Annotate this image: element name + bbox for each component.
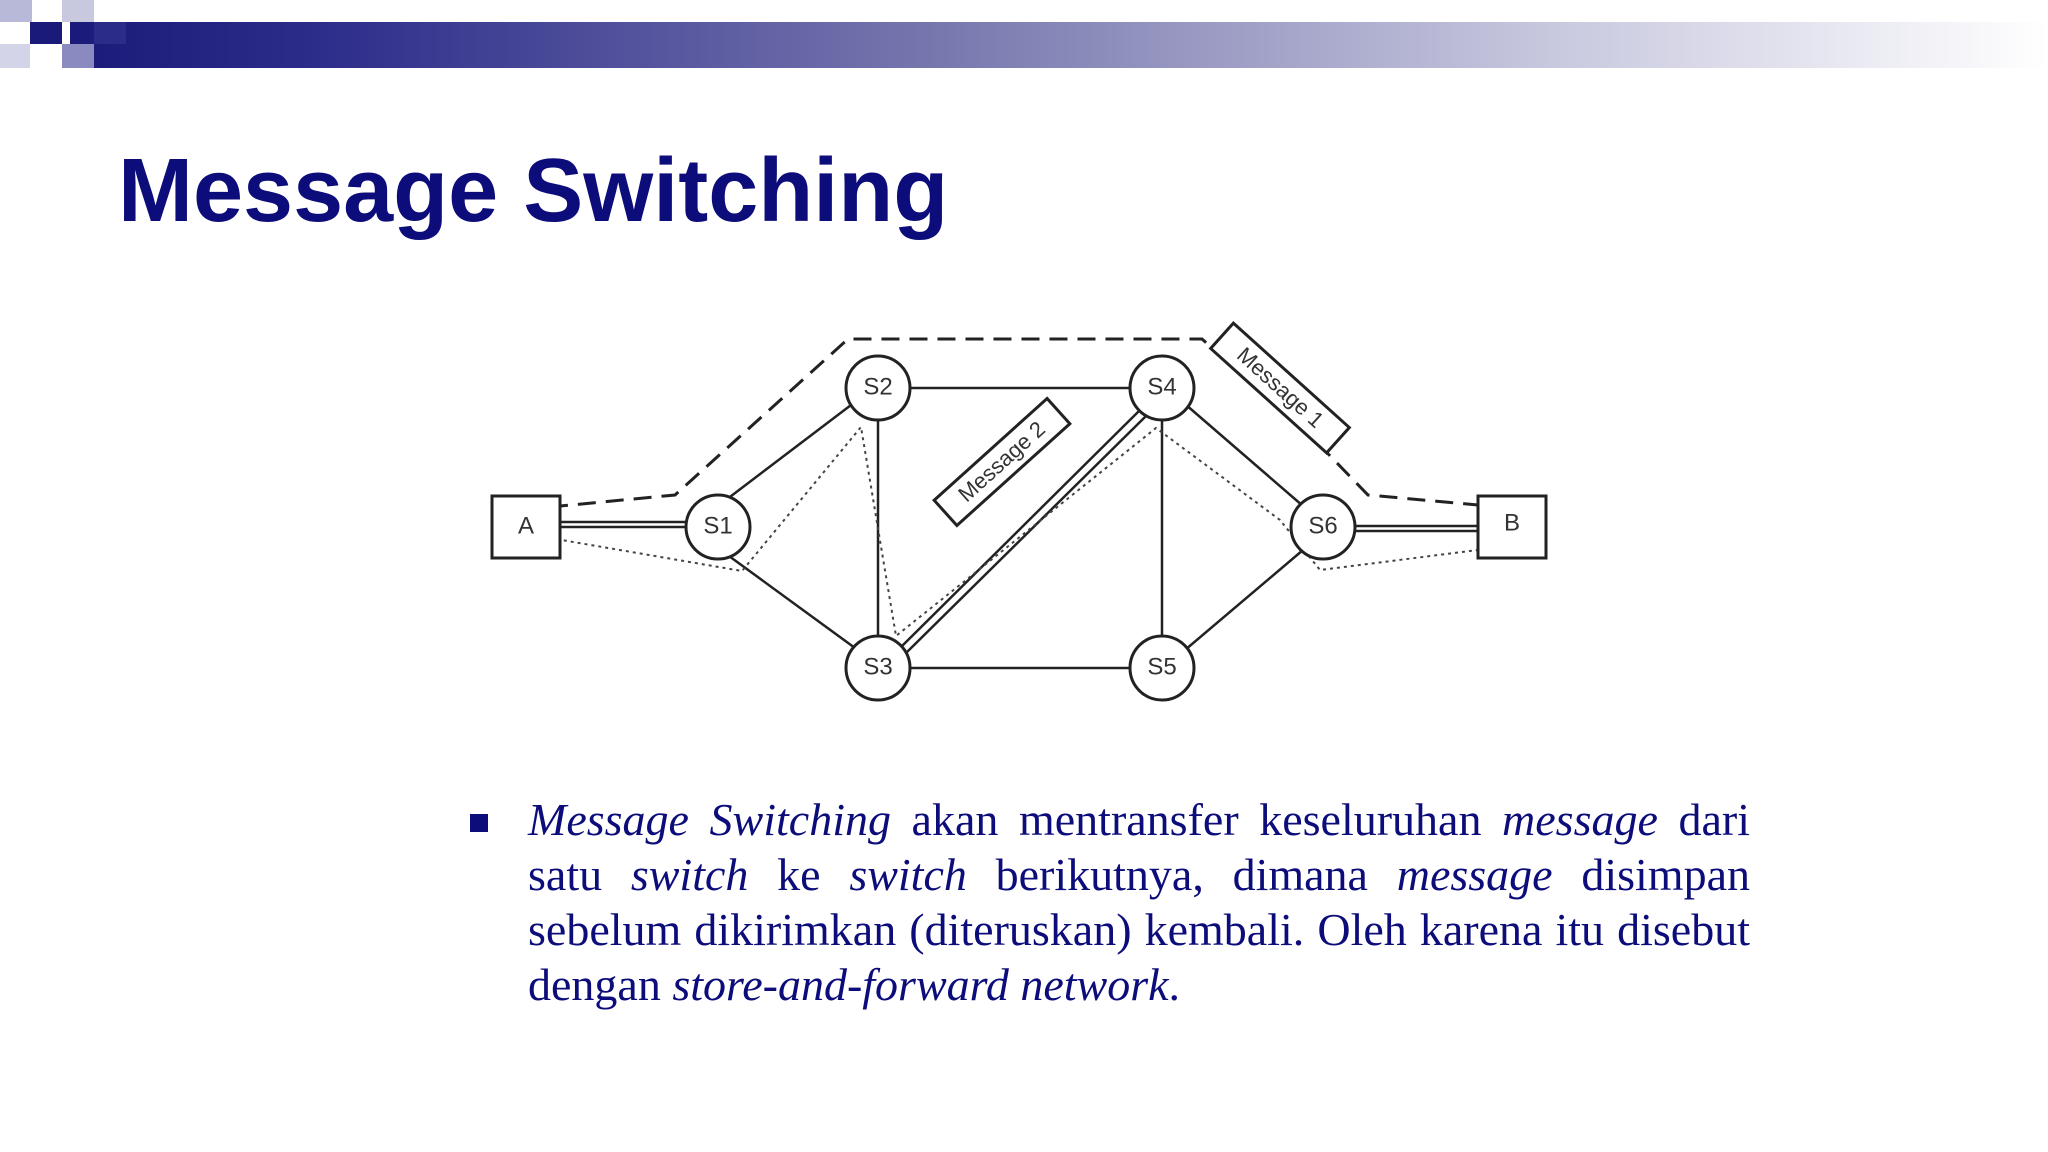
term-message: message: [1396, 849, 1553, 900]
term-store-and-forward: store-and-forward network: [672, 959, 1169, 1010]
message-switching-diagram: [480, 310, 1560, 730]
term-message: message: [1502, 794, 1658, 845]
bullet-text: [528, 792, 1750, 1012]
switch-s1-label: S1: [703, 512, 733, 540]
switch-s3-label: S3: [863, 653, 893, 681]
text-span: disimpan sebelum dikirimkan (diteruskan) kembali. Oleh karena itu disebut dengan: [528, 849, 1750, 1010]
switch-s6-label: S6: [1308, 512, 1338, 540]
slide-title: Message Switching: [118, 141, 949, 241]
term-message-switching: Message Switching: [528, 794, 891, 845]
switch-s2-label: S2: [863, 373, 893, 401]
bullet-square-icon: [470, 814, 488, 832]
text-span: dari satu: [528, 794, 1750, 900]
switch-s5-label: S5: [1147, 653, 1177, 681]
endpoint-b-label: B: [1503, 509, 1521, 537]
text-span: ke: [748, 849, 850, 900]
header-square-dark: [30, 22, 62, 44]
message-2-label: Message 2: [953, 416, 1050, 507]
text-span: akan mentransfer keseluruhan: [890, 794, 1503, 845]
endpoint-a-label: A: [517, 512, 535, 540]
header-square-light: [0, 0, 32, 22]
link-s5-s6: [1185, 550, 1303, 650]
header-square-mid: [62, 44, 94, 68]
header-gradient-bar: [70, 22, 2048, 68]
term-switch: switch: [630, 849, 749, 900]
link-s1-s3: [718, 548, 855, 648]
term-switch: switch: [849, 849, 967, 900]
header-square-mid: [0, 44, 30, 68]
switch-s4-label: S4: [1147, 373, 1177, 401]
link-s4-s6: [1185, 404, 1303, 506]
text-span: .: [1168, 959, 1181, 1010]
header-square-light: [62, 0, 94, 22]
text-span: berikutnya, dimana: [966, 849, 1397, 900]
link-s1-s2: [718, 402, 855, 506]
message-1-label: Message 1: [1232, 342, 1329, 433]
header-square-dark: [94, 22, 126, 44]
